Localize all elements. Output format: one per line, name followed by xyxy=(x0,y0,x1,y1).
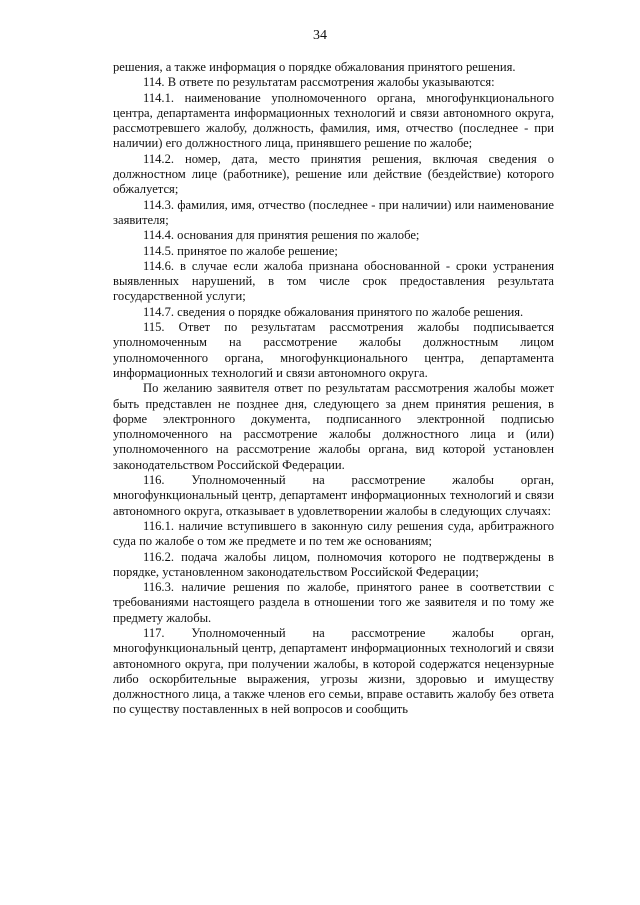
paragraph: 116. Уполномоченный на рассмотрение жалобы орган, многофункциональный центр, департамент информационных технологий и связи автономного округа, отказывает в удовлетворении жалобы в следующих случаях: xyxy=(113,473,554,518)
paragraph: 116.1. наличие вступившего в законную силу решения суда, арбитражного суда по жалобе о том же предмете и по тем же основаниям; xyxy=(113,518,554,549)
paragraph: 114.5. принятое по жалобе решение; xyxy=(143,243,338,258)
paragraph: 114.4. основания для принятия решения по жалобе; xyxy=(143,228,420,243)
page-number: 34 xyxy=(313,28,327,43)
paragraph: 114.7. сведения о порядке обжалования принятого по жалобе решения. xyxy=(143,304,524,319)
paragraph: 115. Ответ по результатам рассмотрения жалобы подписывается уполномоченным на рассмотрение жалобы должностным лицом уполномоченного органа, многофункционального центра, департамента информационных технологий и связи автономного округа. xyxy=(113,320,554,380)
paragraph: 114.3. фамилия, имя, отчество (последнее - при наличии) или наименование заявителя; xyxy=(113,197,554,227)
paragraph: решения, а также информация о порядке обжалования принятого решения. xyxy=(113,60,516,74)
paragraph: 114.6. в случае если жалоба признана обоснованной - сроки устранения выявленных нарушений, в том числе срок предоставления результата государственной услуги; xyxy=(113,258,554,304)
paragraph: 117. Уполномоченный на рассмотрение жалобы орган, многофункциональный центр, департамент информационных технологий и связи автономного округа, при получении жалобы, в которой содержатся нецензурные либо оскорбительные выражения, угрозы жизни, здоровью и имуществу должностного лица, а также членов его семьи, вправе оставить жалобу без ответа по существу поставленных в ней вопросов и сообщить xyxy=(113,625,554,717)
body-text xyxy=(113,60,554,718)
paragraph: По желанию заявителя ответ по результатам рассмотрения жалобы может быть представлен не позднее дня, следующего за днем принятия решения, в форме электронного документа, подписанного электронной подписью уполномоченного на рассмотрение жалобы должностного лица и (или) уполномоченного на рассмотрение жалобы органа, вид которой установлен законодательством Российской Федерации. xyxy=(113,381,554,472)
paragraph: 114.1. наименование уполномоченного органа, многофункционального центра, департамента информационных технологий и связи автономного округа, рассмотревшего жалобу, должность, фамилия, имя, отчество (последнее - при наличии) его должностного лица, принявшего решение по жалобе; xyxy=(113,90,554,151)
paragraph: 114. В ответе по результатам рассмотрения жалобы указываются: xyxy=(143,75,495,90)
paragraph: 116.3. наличие решения по жалобе, принятого ранее в соответствии с требованиями настоящего раздела в отношении того же заявителя и по тому же предмету жалобы. xyxy=(113,580,554,625)
paragraph: 116.2. подача жалобы лицом, полномочия которого не подтверждены в порядке, установленном законодательством Российской Федерации; xyxy=(113,549,554,579)
paragraph: 114.2. номер, дата, место принятия решения, включая сведения о должностном лице (работнике), решение или действие (бездействие) которого обжалуется; xyxy=(113,151,554,197)
